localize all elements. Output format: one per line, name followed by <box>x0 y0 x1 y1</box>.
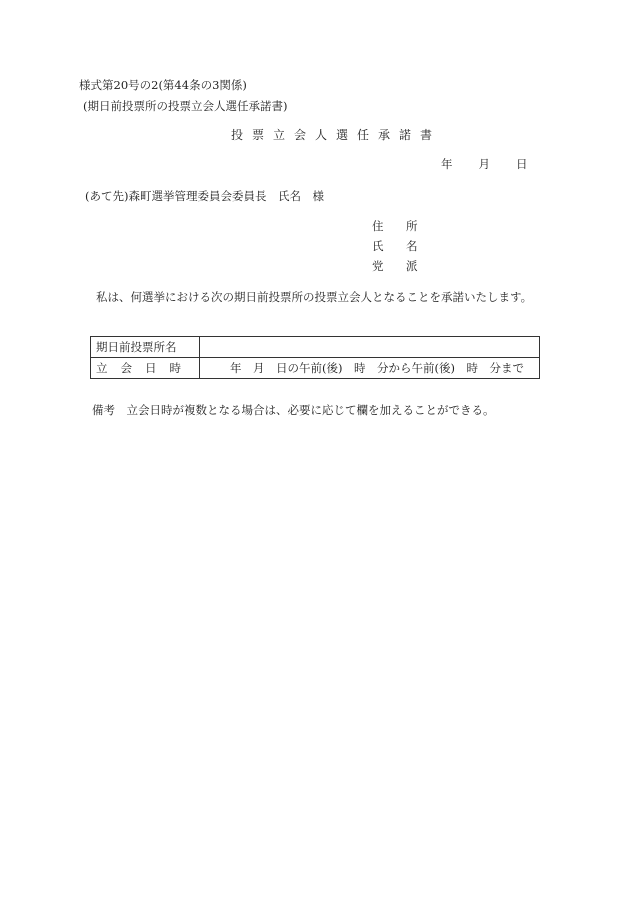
date-year: 年 <box>441 157 453 171</box>
applicant-party-label: 党 派 <box>372 259 418 273</box>
date-month: 月 <box>478 157 490 171</box>
form-subtitle: (期日前投票所の投票立会人選任承諾書) <box>83 99 288 113</box>
polling-place-field[interactable] <box>200 337 540 358</box>
form-number: 様式第20号の2(第44条の3関係) <box>79 78 247 92</box>
polling-details-table <box>90 336 540 379</box>
applicant-name-label: 氏 名 <box>372 239 418 253</box>
applicant-address-label: 住 所 <box>372 219 418 233</box>
table-row <box>91 358 540 379</box>
date-day: 日 <box>516 157 528 171</box>
addressee: (あて先)森町選挙管理委員会委員長 氏名 様 <box>85 189 324 203</box>
polling-place-label: 期日前投票所名 <box>91 337 200 358</box>
document-title: 投票立会人選任承諾書 <box>231 128 442 142</box>
consent-statement: 私は、何選挙における次の期日前投票所の投票立会人となることを承諾いたします。 <box>96 290 533 304</box>
date-line <box>441 159 528 171</box>
attendance-datetime-label: 立会日時 <box>91 358 200 379</box>
remarks-note: 備考 立会日時が複数となる場合は、必要に応じて欄を加えることができる。 <box>92 403 495 417</box>
table-row <box>91 337 540 358</box>
attendance-datetime-field[interactable]: 年 月 日の午前(後) 時 分から午前(後) 時 分まで <box>200 358 540 379</box>
